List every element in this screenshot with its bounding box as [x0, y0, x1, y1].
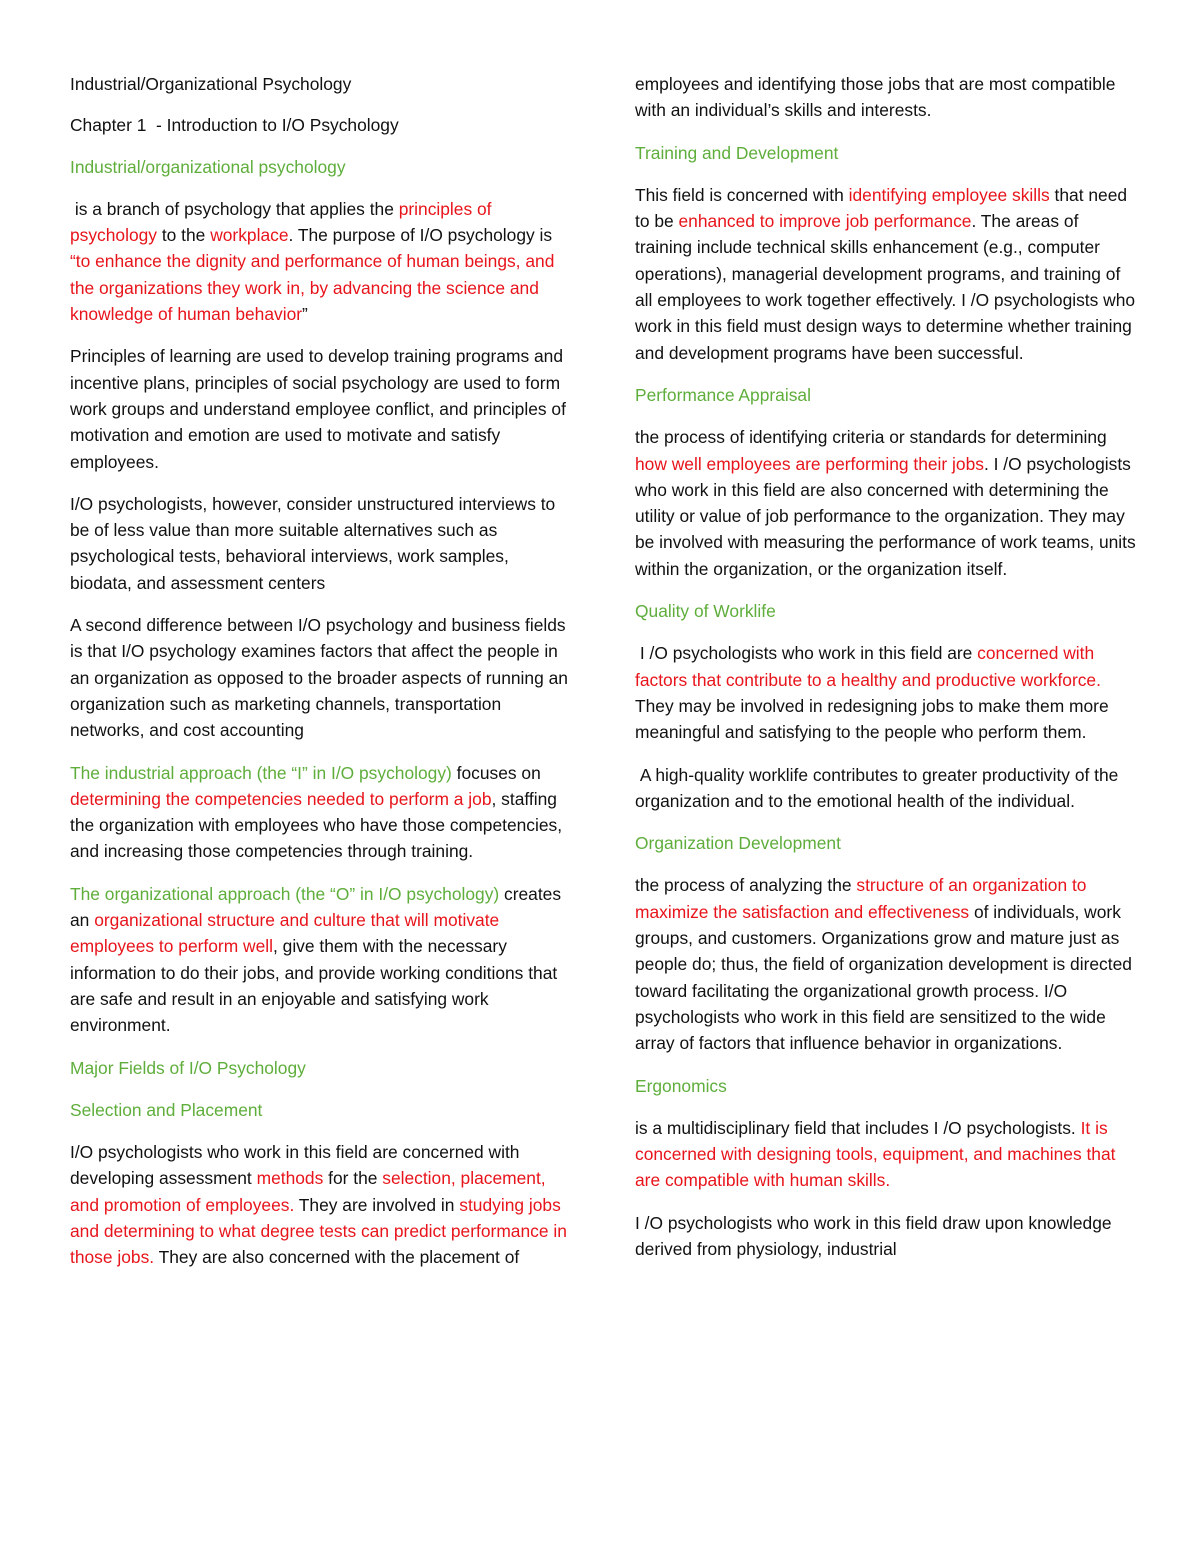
body-text: They are also concerned with the placement of: [154, 1247, 520, 1268]
section-heading: [635, 598, 1140, 624]
paragraph: [70, 760, 570, 865]
paragraph: [70, 196, 570, 327]
body-text: Chapter 1 - Introduction to I/O Psychology: [70, 115, 399, 136]
body-text: This field is concerned with: [635, 184, 849, 205]
paragraph: [635, 1210, 1140, 1263]
highlighted-text: structure of an organization to maximize the satisfaction and effectiveness: [635, 875, 1092, 922]
paragraph: [635, 640, 1140, 745]
body-text: I /O psychologists who work in this field are: [635, 643, 978, 664]
body-text: . The areas of training include technical skills enhancement (e.g., computer operations), managerial development programs, and training of all employees to work together effectively. I /O psychologists who work in this field must design ways to determine whether training and development programs have been successful.: [635, 211, 1140, 363]
body-text: , staffing the organization with employees who have those competencies, and increasing those competencies through training.: [70, 788, 567, 862]
paragraph: [70, 881, 570, 1039]
heading-text: Ergonomics: [635, 1075, 727, 1096]
section-heading: [635, 382, 1140, 408]
highlighted-text: organizational structure and culture that will motivate employees to perform well: [70, 910, 505, 957]
highlighted-text: enhanced to improve job performance: [678, 211, 972, 232]
body-text: employees and identifying those jobs that are most compatible with an individual’s skills and interests.: [635, 74, 1121, 121]
paragraph: [635, 872, 1140, 1056]
body-text: to the: [157, 225, 211, 246]
body-text: Industrial/Organizational Psychology: [70, 74, 352, 94]
document-title-line: [70, 71, 570, 97]
body-text: . The purpose of I/O psychology is: [288, 225, 557, 246]
body-text: , give them with the necessary information to do their jobs, and provide working conditions that are safe and result in an enjoyable and satisfying work environment.: [70, 936, 563, 1036]
body-text: is a multidisciplinary field that includes I /O psychologists.: [635, 1117, 1081, 1138]
body-text: is a branch of psychology that applies the: [70, 198, 399, 219]
heading-text: Training and Development: [635, 142, 839, 163]
right-column: [635, 71, 1140, 1278]
paragraph: [635, 182, 1140, 366]
body-text: the process of analyzing the: [635, 875, 857, 896]
paragraph: [635, 424, 1140, 582]
heading-text: Quality of Worklife: [635, 601, 776, 622]
highlighted-text: concerned with factors that contribute to a healthy and productive workforce.: [635, 643, 1101, 690]
heading-text: Industrial/organizational psychology: [70, 156, 346, 177]
body-text: that need to be: [635, 184, 1132, 232]
highlighted-text: “to enhance the dignity and performance of human beings, and the organizations they work in, by advancing the science and knowledge of human behavior: [70, 251, 560, 325]
paragraph: [70, 343, 570, 474]
highlighted-text: identifying employee skills: [848, 184, 1050, 205]
body-text: of individuals, work groups, and customers. Organizations grow and mature just as people do; thus, the field of organization development is directed toward facilitating the organizational growth process. I/O psychologists who work in this field are sensitized to the wide array of factors that influence behavior in organizations.: [635, 901, 1137, 1054]
section-heading: [635, 1073, 1140, 1099]
heading-text: The industrial approach (the “I” in I/O psychology): [70, 762, 452, 783]
body-text: . I /O psychologists who work in this field are also concerned with determining the utility or value of job performance to the organization. They may be involved with measuring the performance of work teams, units within the organization, or the organization itself.: [635, 453, 1141, 579]
heading-text: Selection and Placement: [70, 1099, 263, 1120]
paragraph: [635, 1115, 1140, 1194]
highlighted-text: It is concerned with designing tools, equipment, and machines that are compatible with human skills.: [635, 1117, 1121, 1191]
body-text: Principles of learning are used to develop training programs and incentive plans, principles of social psychology are used to form work groups and understand employee conflict, and principles of motivation and emotion are used to motivate and satisfy employees.: [70, 346, 571, 472]
paragraph: [70, 1139, 570, 1270]
highlighted-text: methods: [256, 1168, 324, 1189]
highlighted-text: principles of psychology: [70, 198, 497, 246]
body-text: A high-quality worklife contributes to greater productivity of the organization and to the emotional health of the individual.: [635, 764, 1124, 811]
body-text: They are involved in: [294, 1194, 460, 1215]
highlighted-text: workplace: [210, 225, 289, 246]
heading-text: The organizational approach (the “O” in I/O psychology): [70, 883, 500, 904]
highlighted-text: how well employees are performing their jobs: [635, 453, 984, 474]
left-column: [70, 71, 573, 1287]
body-text: I /O psychologists who work in this field draw upon knowledge derived from physiology, industrial: [635, 1212, 1117, 1259]
highlighted-text: selection, placement, and promotion of employees.: [70, 1168, 551, 1215]
body-text: the process of identifying criteria or standards for determining: [635, 427, 1112, 448]
body-text: A second difference between I/O psychology and business fields is that I/O psychology examines factors that affect the people in an organization as opposed to the broader aspects of running an organization such as marketing channels, transportation networks, and cost accounting: [70, 615, 573, 741]
body-text: creates an: [70, 883, 566, 931]
section-heading: [70, 1097, 570, 1123]
document-title-line: [70, 112, 570, 138]
highlighted-text: studying jobs and determining to what degree tests can predict performance in those jobs.: [70, 1194, 572, 1268]
paragraph: [70, 491, 570, 596]
heading-text: Organization Development: [635, 833, 841, 854]
highlighted-text: determining the competencies needed to perform a job: [70, 788, 492, 809]
section-heading: [635, 830, 1140, 856]
paragraph: [635, 71, 1140, 124]
heading-text: Major Fields of I/O Psychology: [70, 1057, 306, 1078]
section-heading: [70, 154, 570, 180]
body-text: I/O psychologists who work in this field are concerned with developing assessment: [70, 1142, 525, 1189]
section-heading: [635, 140, 1140, 166]
section-heading: [70, 1055, 570, 1081]
body-text: I/O psychologists, however, consider unstructured interviews to be of less value than more suitable alternatives such as psychological tests, behavioral interviews, work samples, biodata, and assessment centers: [70, 493, 561, 593]
heading-text: Performance Appraisal: [635, 384, 811, 405]
body-text: ”: [302, 304, 308, 325]
body-text: focuses on: [451, 762, 546, 783]
body-text: for the: [323, 1168, 383, 1189]
paragraph: [635, 762, 1140, 815]
body-text: They may be involved in redesigning jobs to make them more meaningful and satisfying to the people who perform them.: [635, 669, 1114, 743]
paragraph: [70, 612, 573, 743]
